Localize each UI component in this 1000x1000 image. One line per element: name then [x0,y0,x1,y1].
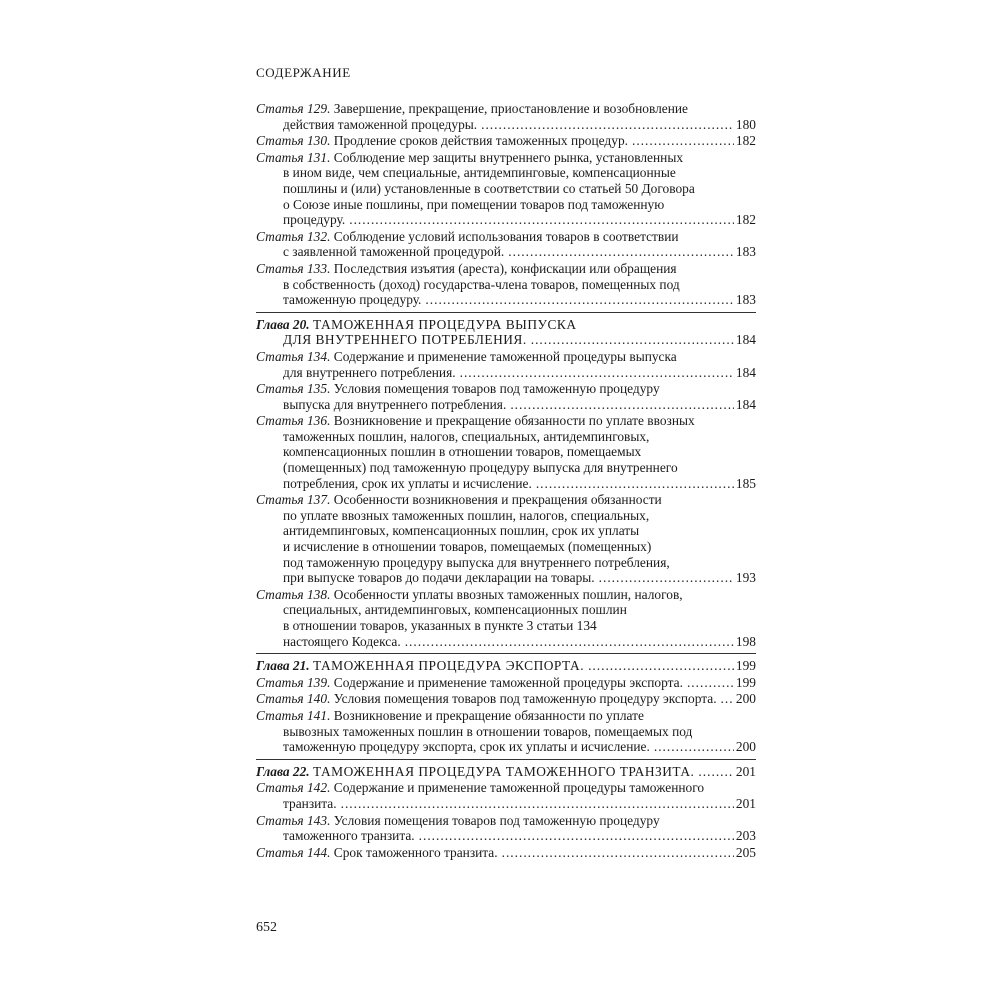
entry-last-line [256,691,756,707]
dot-leader [698,764,733,780]
dot-leader [405,634,734,650]
dot-leader [654,739,734,755]
entry-label: Статья 136. [256,413,331,429]
entry-last-line [256,365,756,381]
entry-label: Статья 140. [256,691,331,707]
page-ref: 184 [735,332,756,348]
entry-line [256,555,756,571]
dot-leader [632,133,734,149]
dot-leader [425,292,733,308]
entry-line [256,587,756,603]
entry-text: в ином виде, чем специальные, антидемпинговые, компенсационные [283,165,676,181]
entry-label: Статья 132. [256,228,331,244]
entry-last-line [256,133,756,149]
entry-line [256,165,756,181]
dot-leader [536,476,734,492]
toc-article-entry[interactable] [256,150,756,228]
page-ref: 182 [735,133,756,149]
entry-label: Статья 133. [256,260,331,276]
dot-leader [341,796,734,812]
entry-last-line [256,675,756,691]
page-ref: 184 [735,364,756,380]
entry-last-line [256,658,756,674]
entry-line [256,150,756,166]
entry-text: Условия помещения товаров под таможенную процедуру [333,812,660,828]
entry-label: Статья 135. [256,381,331,397]
dot-leader [508,244,734,260]
document-page [256,0,778,1000]
page-ref: 201 [735,795,756,811]
entry-line [256,618,756,634]
entry-line [256,492,756,508]
entry-text: Особенности возникновения и прекращения обязанности [333,492,662,508]
chapter-separator [256,653,756,654]
entry-last-line [256,845,756,861]
page-ref: 180 [735,116,756,132]
page-ref: 200 [735,691,756,707]
entry-label: Статья 129. [256,101,331,116]
entry-text: ТАМОЖЕННАЯ ПРОЦЕДУРА ЭКСПОРТА. [312,658,585,674]
entry-line [256,413,756,429]
entry-text: таможенную процедуру. [283,292,422,308]
entry-label: Статья 138. [256,586,331,602]
entry-text: Срок таможенного транзита. [333,844,498,860]
entry-text: действия таможенной процедуры. [283,116,478,132]
toc-chapter-entry[interactable] [256,658,756,674]
entry-label: Статья 143. [256,812,331,828]
page-ref: 201 [735,763,756,779]
page-ref: 182 [735,212,756,228]
toc-article-entry[interactable] [256,708,756,755]
entry-text: Соблюдение условий использования товаров в соответствии [333,228,679,244]
entry-line [256,181,756,197]
entry-label: Статья 142. [256,780,331,796]
dot-leader [349,212,734,228]
entry-text: (помещенных) под таможенную процедуру выпуска для внутреннего [283,460,678,476]
entry-last-line [256,117,756,133]
table-of-contents [256,100,756,860]
entry-text: пошлины и (или) установленные в соответствии со статьей 50 Договора [283,180,695,196]
dot-leader [510,397,734,413]
entry-line [256,317,756,333]
dot-leader [599,570,734,586]
entry-line [256,539,756,555]
entry-last-line [256,292,756,308]
entry-text: и исчисление в отношении товаров, помещаемых (помещенных) [283,539,652,555]
entry-text: процедуру. [283,212,346,228]
toc-article-entry[interactable] [256,133,756,149]
entry-label: Статья 144. [256,844,331,860]
toc-article-entry[interactable] [256,261,756,308]
entry-last-line [256,397,756,413]
entry-line [256,261,756,277]
entry-text: под таможенную процедуру выпуска для внутреннего потребления, [283,554,670,570]
entry-text: компенсационных пошлин в отношении товаров, помещаемых [283,444,642,460]
page-ref: 185 [735,475,756,491]
entry-text: потребления, срок их уплаты и исчисление. [283,475,532,491]
toc-article-entry[interactable] [256,381,756,412]
entry-label: Статья 137. [256,492,331,508]
entry-label: Глава 21. [256,658,310,674]
entry-text: Содержание и применение таможенной процедуры таможенного [333,780,705,796]
entry-last-line [256,634,756,650]
entry-text: Условия помещения товаров под таможенную процедуру экспорта. [333,691,717,707]
dot-leader [460,365,734,381]
page-number: 652 [256,920,277,935]
toc-article-entry[interactable] [256,780,756,811]
entry-last-line [256,828,756,844]
entry-text: антидемпинговых, компенсационных пошлин, срок их уплаты [283,523,640,539]
entry-line [256,508,756,524]
entry-line [256,813,756,829]
page-ref: 193 [735,570,756,586]
page-ref: 200 [735,739,756,755]
running-head: СОДЕРЖАНИЕ [256,65,351,80]
toc-article-entry[interactable] [256,492,756,586]
entry-text: Возникновение и прекращение обязанности по уплате ввозных [333,413,695,429]
chapter-separator [256,312,756,313]
entry-line [256,277,756,293]
entry-text: Возникновение и прекращение обязанности по уплате [333,707,644,723]
entry-text: Последствия изъятия (ареста), конфискации или обращения [333,260,677,276]
entry-label: Глава 20. [256,316,310,332]
page-ref: 203 [735,828,756,844]
entry-line [256,197,756,213]
entry-line [256,444,756,460]
entry-text: Содержание и применение таможенной процедуры экспорта. [333,674,683,690]
entry-label: Статья 139. [256,674,331,690]
entry-last-line [256,332,756,348]
toc-chapter-entry[interactable] [256,317,756,348]
toc-article-entry[interactable] [256,691,756,707]
dot-leader [687,675,734,691]
page-ref: 183 [735,292,756,308]
entry-line [256,724,756,740]
entry-label: Статья 134. [256,348,331,364]
entry-line [256,349,756,365]
entry-text: Продление сроков действия таможенных процедур. [333,133,628,149]
entry-label: Статья 131. [256,149,331,165]
toc-article-entry[interactable] [256,349,756,380]
entry-text: ТАМОЖЕННАЯ ПРОЦЕДУРА ТАМОЖЕННОГО ТРАНЗИТА. [312,763,695,779]
entry-line [256,229,756,245]
entry-text: Соблюдение мер защиты внутреннего рынка, установленных [333,149,684,165]
entry-line [256,101,756,117]
entry-text: в собственность (доход) государства-члена товаров, помещенных под [283,276,680,292]
toc-article-entry[interactable] [256,587,756,649]
entry-last-line [256,796,756,812]
entry-last-line [256,739,756,755]
entry-last-line [256,212,756,228]
entry-line [256,429,756,445]
entry-label: Глава 22. [256,763,310,779]
dot-leader [721,691,734,707]
entry-text: вывозных таможенных пошлин в отношении товаров, помещаемых под [283,723,693,739]
page-ref: 199 [735,658,756,674]
entry-line [256,460,756,476]
entry-text: Условия помещения товаров под таможенную процедуру [333,381,660,397]
entry-text: Особенности уплаты ввозных таможенных пошлин, налогов, [333,586,683,602]
toc-article-entry[interactable] [256,675,756,691]
dot-leader [419,828,734,844]
toc-article-entry[interactable] [256,413,756,491]
entry-text: в отношении товаров, указанных в пункте 3 статьи 134 [283,618,597,633]
entry-text: выпуска для внутреннего потребления. [283,396,507,412]
toc-article-entry[interactable] [256,813,756,844]
entry-text: таможенного транзита. [283,828,415,844]
page-ref: 199 [735,674,756,690]
entry-label: Статья 141. [256,707,331,723]
toc-article-entry[interactable] [256,101,756,132]
dot-leader [502,845,734,861]
entry-text: таможенную процедуру экспорта, срок их уплаты и исчисление. [283,739,650,755]
page-ref: 184 [735,396,756,412]
entry-text: специальных, антидемпинговых, компенсационных пошлин [283,602,627,618]
entry-line [256,381,756,397]
entry-last-line [256,476,756,492]
entry-line [256,523,756,539]
entry-text: ДЛЯ ВНУТРЕННЕГО ПОТРЕБЛЕНИЯ. [283,332,527,348]
entry-text: о Союзе иные пошлины, при помещении товаров под таможенную [283,196,665,212]
toc-article-entry[interactable] [256,845,756,861]
entry-text: транзита. [283,795,337,811]
entry-line [256,602,756,618]
dot-leader [481,117,734,133]
entry-text: таможенных пошлин, налогов, специальных, антидемпинговых, [283,428,650,444]
entry-label: Статья 130. [256,133,331,149]
entry-text: с заявленной таможенной процедурой. [283,244,505,260]
entry-last-line [256,764,756,780]
entry-last-line [256,570,756,586]
entry-line [256,780,756,796]
page-ref: 198 [735,633,756,649]
entry-text: Завершение, прекращение, приостановление и возобновление [333,101,688,116]
page-ref: 205 [735,844,756,860]
toc-chapter-entry[interactable] [256,764,756,780]
entry-text: для внутреннего потребления. [283,364,456,380]
entry-text: по уплате ввозных таможенных пошлин, налогов, специальных, [283,507,650,523]
page-ref: 183 [735,244,756,260]
entry-last-line [256,244,756,260]
dot-leader [531,332,734,348]
dot-leader [588,658,734,674]
entry-text: при выпуске товаров до подачи декларации на товары. [283,570,595,586]
entry-text: ТАМОЖЕННАЯ ПРОЦЕДУРА ВЫПУСКА [312,316,577,332]
toc-article-entry[interactable] [256,229,756,260]
chapter-separator [256,759,756,760]
entry-line [256,708,756,724]
entry-text: Содержание и применение таможенной процедуры выпуска [333,348,677,364]
entry-text: настоящего Кодекса. [283,633,401,649]
